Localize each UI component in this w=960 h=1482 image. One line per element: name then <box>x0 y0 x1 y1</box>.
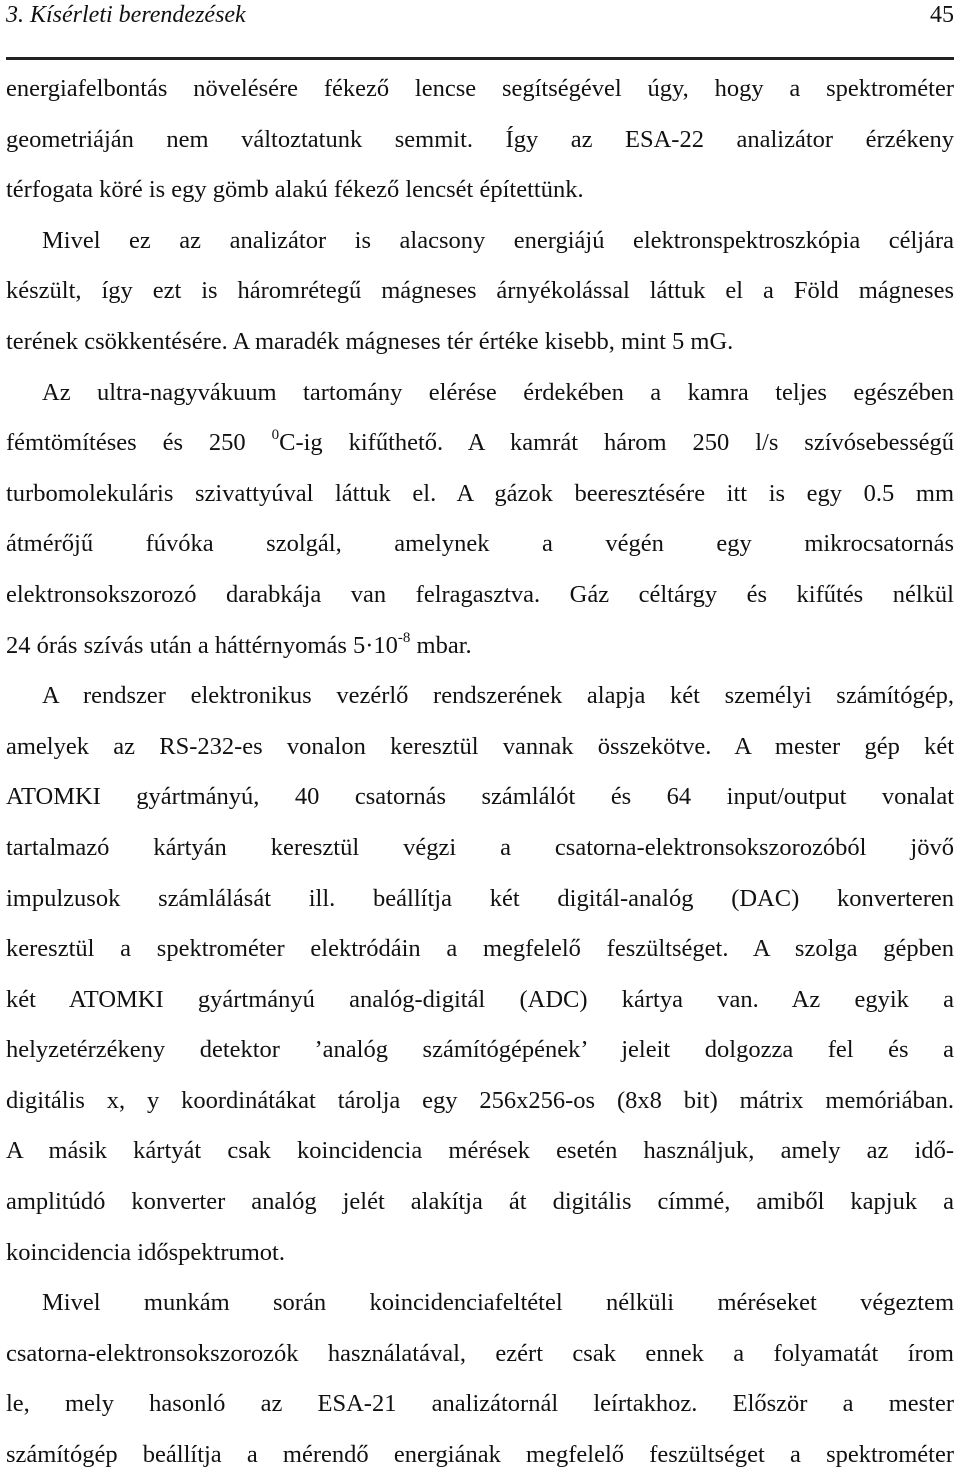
text-line: ATOMKI gyártmányú, 40 csatornás számlálót és 64 input/output vonalat <box>6 783 954 811</box>
text-segment: C-ig kifűthető. A kamrát három 250 l/s szívósebességű <box>279 429 954 457</box>
text-line: két ATOMKI gyártmányú analóg-digitál (ADC) kártya van. Az egyik a <box>6 985 954 1013</box>
text-line: A rendszer elektronikus vezérlő rendszerének alapja két személyi számítógép, <box>42 682 954 710</box>
paragraph-4 <box>6 671 954 1278</box>
degree-superscript: 0 <box>271 427 280 444</box>
text-line: energiafelbontás növelésére fékező lencse segítségével úgy, hogy a spektrométer <box>6 75 954 102</box>
text-line: amelyek az RS-232-es vonalon keresztül vannak összekötve. A mester gép két <box>6 732 954 760</box>
chapter-title: 3. Kísérleti berendezések <box>6 2 246 28</box>
text-line <box>6 621 954 672</box>
text-line: le, mely hasonló az ESA-21 analizátornál leírtakhoz. Először a mester <box>6 1390 954 1418</box>
text-line: Az ultra-nagyvákuum tartomány elérése érdekében a kamra teljes egészében <box>42 378 954 406</box>
exponent-superscript: -8 <box>397 629 411 646</box>
text-line: helyzetérzékeny detektor ’analóg számítógépének’ jeleit dolgozza fel és a <box>6 1036 954 1064</box>
text-segment: mbar. <box>410 631 472 659</box>
text-line: számítógép beállítja a mérendő energiának megfelelő feszültséget a spektrométer <box>6 1441 954 1469</box>
text-line <box>6 418 954 469</box>
text-line: tartalmazó kártyán keresztül végzi a csatorna-elektronsokszorozóból jövő <box>6 833 954 861</box>
text-line: térfogata köré is egy gömb alakú fékező lencsét építettünk. <box>6 176 584 204</box>
text-line: keresztül a spektrométer elektródáin a megfelelő feszültséget. A szolga gépben <box>6 935 954 963</box>
text-line: amplitúdó konverter analóg jelét alakítja át digitális címmé, amiből kapjuk a <box>6 1188 954 1216</box>
text-line: turbomolekuláris szivattyúval láttuk el. A gázok beeresztésére itt is egy 0.5 mm <box>6 479 954 507</box>
text-segment: fémtömítéses és 250 <box>6 429 272 457</box>
text-segment: 24 órás szívás után a háttérnyomás 5·10 <box>6 631 398 659</box>
text-line: A másik kártyát csak koincidencia mérések esetén használjuk, amely az idő- <box>6 1137 954 1165</box>
paragraph-3 <box>6 368 954 672</box>
text-line: geometriáján nem változtatunk semmit. Így az ESA-22 analizátor érzékeny <box>6 125 954 153</box>
paragraph-2 <box>6 216 954 368</box>
text-line: Mivel ez az analizátor is alacsony energiájú elektronspektroszkópia céljára <box>42 226 954 254</box>
paragraph-5 <box>6 1278 954 1480</box>
document-body <box>6 64 954 1481</box>
header-rule <box>6 57 954 60</box>
text-line: terének csökkentésére. A maradék mágneses tér értéke kisebb, mint 5 mG. <box>6 327 734 355</box>
text-line: átmérőjű fúvóka szolgál, amelynek a végén egy mikrocsatornás <box>6 530 954 558</box>
text-line: koincidencia időspektrumot. <box>6 1238 285 1266</box>
text-line: elektronsokszorozó darabkája van felragasztva. Gáz céltárgy és kifűtés nélkül <box>6 580 954 608</box>
text-line: Mivel munkám során koincidenciafeltétel nélküli méréseket végeztem <box>42 1289 954 1317</box>
paragraph-1 <box>6 64 954 216</box>
text-line: csatorna-elektronsokszorozók használatával, ezért csak ennek a folyamatát írom <box>6 1339 954 1367</box>
page-header <box>6 0 954 34</box>
text-line: készült, így ezt is háromrétegű mágneses árnyékolással láttuk el a Föld mágneses <box>6 277 954 305</box>
text-line: impulzusok számlálását ill. beállítja két digitál-analóg (DAC) konverteren <box>6 884 954 912</box>
page-number: 45 <box>930 2 954 28</box>
text-line: digitális x, y koordinátákat tárolja egy 256x256-os (8x8 bit) mátrix memóriában. <box>6 1086 954 1114</box>
